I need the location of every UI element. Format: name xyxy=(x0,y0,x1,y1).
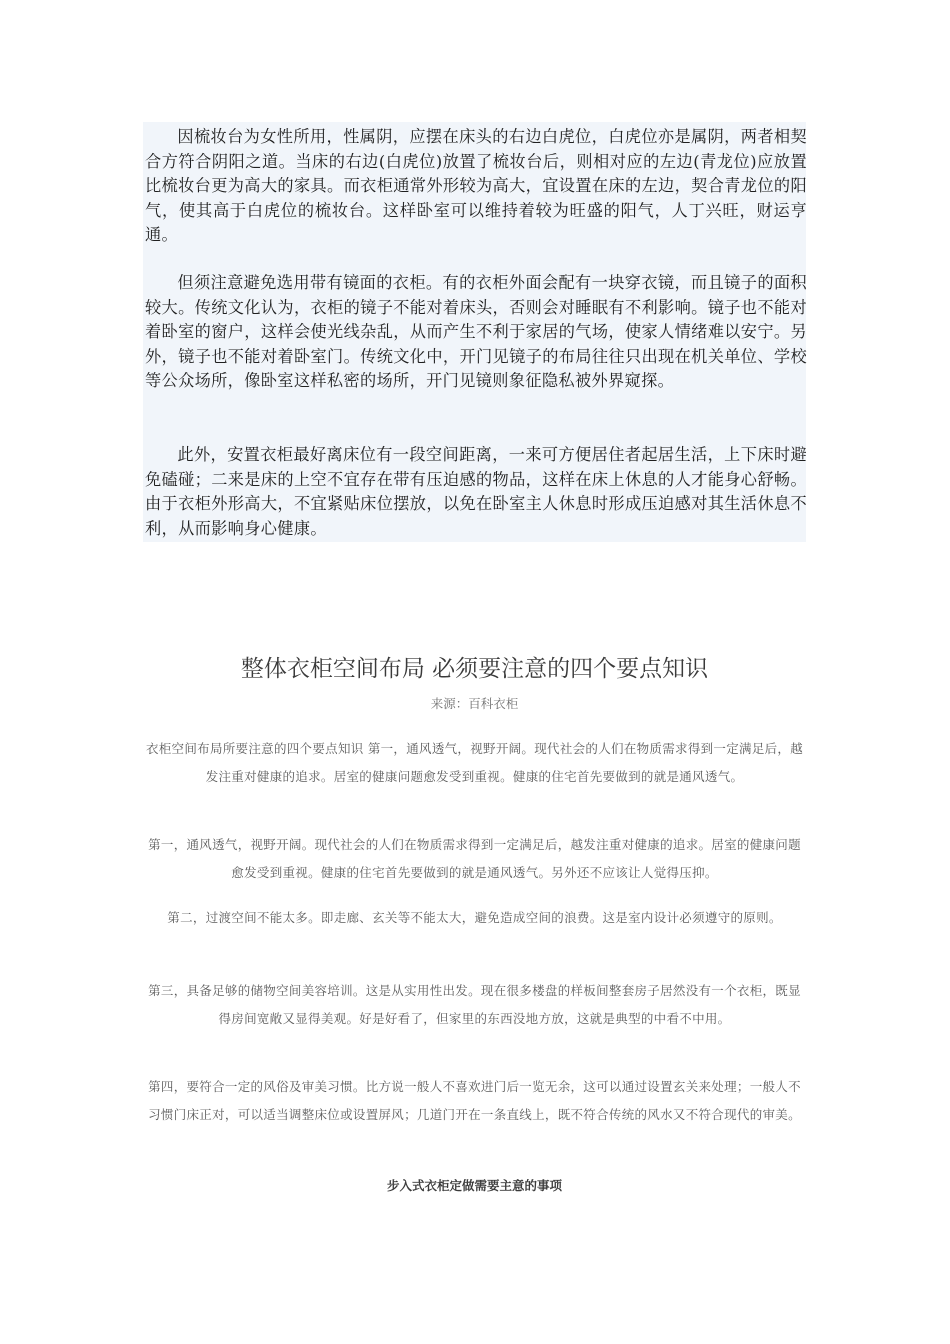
section-heading: 步入式衣柜定做需要主意的事项 xyxy=(386,1178,562,1193)
article-point-one: 第一，通风透气，视野开阔。现代社会的人们在物质需求得到一定满足后，越发注重对健康的追求。居室的健康问题愈发受到重视。健康的住宅首先要做到的就是通风透气。另外还不应该让人觉得压抑。 xyxy=(148,837,801,880)
paragraph-mirror-warning: 但须注意避免选用带有镜面的衣柜。有的衣柜外面会配有一块穿衣镜，而且镜子的面积较大。传统文化认为，衣柜的镜子不能对着床头，否则会对睡眠有不利影响。镜子也不能对着卧室的窗户，这样会使光线杂乱，从而产生不利于家居的气场，使家人情绪难以安宁。另外，镜子也不能对着卧室门。传统文化中，开门见镜子的布局往往只出现在机关单位、学校等公众场所，像卧室这样私密的场所，开门见镜则象征隐私被外界窥探。 xyxy=(145,273,807,391)
paragraph-wardrobe-distance: 此外，安置衣柜最好离床位有一段空间距离，一来可方便居住者起居生活，上下床时避免磕碰；二来是床的上空不宜存在带有压迫感的物品，这样在床上休息的人才能身心舒畅。由于衣柜外形高大，不宜紧贴床位摆放，以免在卧室主人休息时形成压迫感对其生活休息不利，从而影响身心健康。 xyxy=(145,445,807,538)
article-title: 整体衣柜空间布局 必须要注意的四个要点知识 xyxy=(240,656,709,682)
article-point-three: 第三，具备足够的储物空间美容培训。这是从实用性出发。现在很多楼盘的样板间整套房子居然没有一个衣柜，既显得房间宽敞又显得美观。好是好看了，但家里的东西没地方放，这就是典型的中看不中用。 xyxy=(148,983,801,1026)
article-point-four: 第四，要符合一定的风俗及审美习惯。比方说一般人不喜欢进门后一览无余，这可以通过设置玄关来处理；一般人不习惯门床正对，可以适当调整床位或设置屏风；几道门开在一条直线上，既不符合传统的风水又不符合现代的审美。 xyxy=(148,1079,801,1122)
article-intro-paragraph: 衣柜空间布局所要注意的四个要点知识 第一，通风透气，视野开阔。现代社会的人们在物质需求得到一定满足后，越发注重对健康的追求。居室的健康问题愈发受到重视。健康的住宅首先要做到的就是通风透气。 xyxy=(145,741,804,784)
paragraph-dresser-placement: 因梳妆台为女性所用，性属阴，应摆在床头的右边白虎位，白虎位亦是属阴，两者相契合方符合阴阳之道。当床的右边(白虎位)放置了梳妆台后，则相对应的左边(青龙位)应放置比梳妆台更为高大的家具。而衣柜通常外形较为高大，宜设置在床的左边，契合青龙位的阳气，使其高于白虎位的梳妆台。这样卧室可以维持着较为旺盛的阳气，人丁兴旺，财运亨通。 xyxy=(145,127,807,245)
article-point-two: 第二，过渡空间不能太多。即走廊、玄关等不能太大，避免造成空间的浪费。这是室内设计必须遵守的原则。 xyxy=(167,910,782,925)
article-source: 来源：百科衣柜 xyxy=(430,696,519,711)
